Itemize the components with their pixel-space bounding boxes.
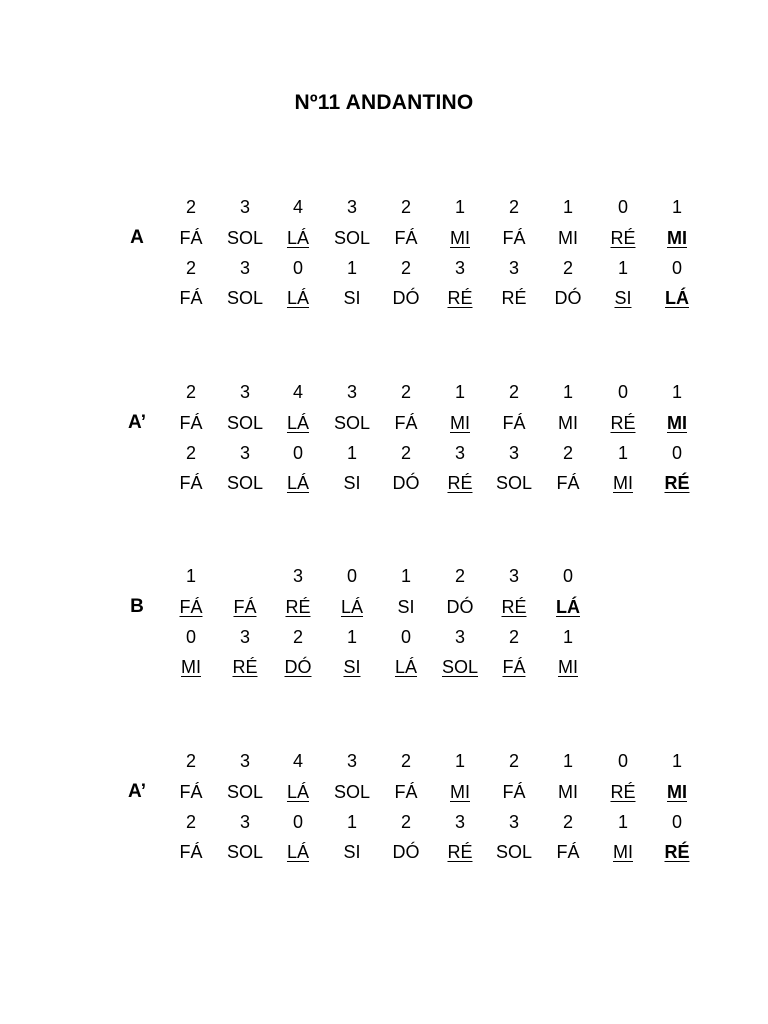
note-name: FÁ <box>502 657 526 677</box>
note-row <box>0 655 768 679</box>
fingering-number: 3 <box>346 382 357 402</box>
fingering-number: 0 <box>671 812 682 832</box>
fingering-number: 1 <box>671 197 682 217</box>
fingering-number: 0 <box>292 443 303 463</box>
fingering-number: 1 <box>400 566 411 586</box>
note-name: DÓ <box>554 288 582 308</box>
fingering-number: 0 <box>185 627 196 647</box>
note-name: MI <box>450 413 470 433</box>
fingering-number: 3 <box>239 812 250 832</box>
note-name: DÓ <box>392 288 420 308</box>
fingering-number: 2 <box>562 258 573 278</box>
note-name: FÁ <box>502 782 526 802</box>
note-name: SI <box>343 657 361 677</box>
section-label: A’ <box>128 781 146 802</box>
note-name: MI <box>613 473 633 493</box>
fingering-number: 2 <box>185 382 196 402</box>
fingering-number: 3 <box>508 443 519 463</box>
note-row <box>0 595 768 619</box>
fingering-number: 2 <box>508 197 519 217</box>
note-name: LÁ <box>394 657 418 677</box>
fingering-number: 3 <box>454 443 465 463</box>
note-name: FÁ <box>179 413 203 433</box>
note-name: MI <box>450 782 470 802</box>
fingering-number: 2 <box>400 443 411 463</box>
note-name: FÁ <box>394 413 418 433</box>
note-name: FÁ <box>179 473 203 493</box>
note-name: RÉ <box>664 842 690 862</box>
fingering-number: 2 <box>185 443 196 463</box>
fingering-number: 0 <box>617 751 628 771</box>
fingering-number: 2 <box>562 443 573 463</box>
fingering-number: 2 <box>400 751 411 771</box>
fingering-number: 1 <box>562 627 573 647</box>
note-name: MI <box>450 228 470 248</box>
note-name: FÁ <box>179 782 203 802</box>
fingering-number: 1 <box>671 382 682 402</box>
note-name: DÓ <box>446 597 474 617</box>
note-name: RÉ <box>501 597 527 617</box>
note-name: MI <box>613 842 633 862</box>
fingering-number: 2 <box>185 197 196 217</box>
note-name: RÉ <box>285 597 311 617</box>
fingering-number: 1 <box>562 751 573 771</box>
note-name: RÉ <box>501 288 527 308</box>
note-name: MI <box>667 782 687 802</box>
section <box>0 749 768 873</box>
note-name: SOL <box>495 473 533 493</box>
fingering-number: 1 <box>671 751 682 771</box>
fingering-number: 3 <box>239 751 250 771</box>
fingering-number: 4 <box>292 382 303 402</box>
note-name: LÁ <box>286 473 310 493</box>
note-name: DÓ <box>392 473 420 493</box>
fingering-number: 0 <box>292 812 303 832</box>
fingering-number: 2 <box>508 627 519 647</box>
fingering-number: 0 <box>346 566 357 586</box>
note-name: RÉ <box>664 473 690 493</box>
fingering-number: 1 <box>346 443 357 463</box>
note-name: SOL <box>441 657 479 677</box>
note-name: MI <box>558 782 578 802</box>
fingering-number: 1 <box>454 751 465 771</box>
note-name: LÁ <box>340 597 364 617</box>
fingering-number: 3 <box>346 751 357 771</box>
fingering-number: 1 <box>617 258 628 278</box>
fingering-number: 2 <box>292 627 303 647</box>
note-name: FÁ <box>556 473 580 493</box>
fingering-row <box>0 625 768 649</box>
note-name: LÁ <box>286 413 310 433</box>
fingering-row <box>0 810 768 834</box>
note-row <box>0 286 768 310</box>
fingering-row <box>0 749 768 773</box>
note-name: LÁ <box>665 288 689 308</box>
fingering-row <box>0 195 768 219</box>
fingering-number: 3 <box>508 258 519 278</box>
section <box>0 195 768 319</box>
page-title: Nº11 ANDANTINO <box>294 91 474 114</box>
fingering-number: 0 <box>400 627 411 647</box>
note-name: RÉ <box>610 228 636 248</box>
section <box>0 380 768 504</box>
fingering-number: 4 <box>292 751 303 771</box>
fingering-number: 1 <box>617 812 628 832</box>
fingering-number: 3 <box>508 566 519 586</box>
note-name: FÁ <box>179 597 203 617</box>
fingering-number: 3 <box>454 812 465 832</box>
fingering-number: 3 <box>239 382 250 402</box>
note-name: SOL <box>226 228 264 248</box>
note-name: LÁ <box>286 842 310 862</box>
note-name: DÓ <box>392 842 420 862</box>
fingering-number: 1 <box>562 382 573 402</box>
note-name: SI <box>343 288 361 308</box>
fingering-number: 1 <box>185 566 196 586</box>
note-name: RÉ <box>447 288 473 308</box>
note-name: MI <box>667 228 687 248</box>
fingering-number: 2 <box>562 812 573 832</box>
fingering-number: 3 <box>239 197 250 217</box>
fingering-number: 2 <box>185 812 196 832</box>
fingering-number: 3 <box>239 258 250 278</box>
fingering-number: 1 <box>346 258 357 278</box>
note-name: SOL <box>226 288 264 308</box>
note-name: SOL <box>495 842 533 862</box>
note-row <box>0 411 768 435</box>
note-name: LÁ <box>286 782 310 802</box>
note-name: SI <box>614 288 632 308</box>
note-name: SOL <box>226 413 264 433</box>
note-name: LÁ <box>286 288 310 308</box>
fingering-row <box>0 380 768 404</box>
fingering-number: 3 <box>239 627 250 647</box>
note-name: MI <box>667 413 687 433</box>
note-name: SOL <box>226 842 264 862</box>
fingering-row <box>0 256 768 280</box>
fingering-number: 0 <box>671 443 682 463</box>
note-row <box>0 226 768 250</box>
section-label: B <box>130 596 144 617</box>
section-label: A’ <box>128 412 146 433</box>
note-name: RÉ <box>610 413 636 433</box>
note-name: FÁ <box>233 597 257 617</box>
note-name: DÓ <box>284 657 312 677</box>
note-row <box>0 780 768 804</box>
fingering-number: 2 <box>185 258 196 278</box>
note-name: MI <box>558 413 578 433</box>
fingering-number: 0 <box>292 258 303 278</box>
note-name: SI <box>343 842 361 862</box>
note-name: FÁ <box>179 228 203 248</box>
note-name: LÁ <box>556 597 580 617</box>
note-name: FÁ <box>502 413 526 433</box>
section <box>0 564 768 688</box>
note-name: FÁ <box>556 842 580 862</box>
note-name: SI <box>397 597 415 617</box>
note-name: RÉ <box>447 473 473 493</box>
note-name: SOL <box>226 473 264 493</box>
note-name: SI <box>343 473 361 493</box>
note-name: SOL <box>333 228 371 248</box>
fingering-number: 2 <box>400 258 411 278</box>
fingering-number: 0 <box>671 258 682 278</box>
note-name: SOL <box>226 782 264 802</box>
fingering-number: 3 <box>239 443 250 463</box>
fingering-number: 2 <box>454 566 465 586</box>
fingering-number: 1 <box>346 627 357 647</box>
fingering-number: 3 <box>292 566 303 586</box>
note-name: FÁ <box>394 782 418 802</box>
note-name: RÉ <box>232 657 258 677</box>
fingering-row <box>0 564 768 588</box>
fingering-number: 0 <box>617 197 628 217</box>
fingering-number: 3 <box>454 627 465 647</box>
note-name: RÉ <box>447 842 473 862</box>
note-name: FÁ <box>502 228 526 248</box>
note-name: SOL <box>333 413 371 433</box>
note-name: RÉ <box>610 782 636 802</box>
fingering-number: 1 <box>617 443 628 463</box>
fingering-number: 1 <box>562 197 573 217</box>
note-name: FÁ <box>179 842 203 862</box>
fingering-number: 2 <box>400 812 411 832</box>
fingering-number: 2 <box>185 751 196 771</box>
note-name: LÁ <box>286 228 310 248</box>
fingering-number: 3 <box>508 812 519 832</box>
fingering-number: 2 <box>400 197 411 217</box>
fingering-number: 2 <box>508 382 519 402</box>
fingering-number: 3 <box>454 258 465 278</box>
fingering-row <box>0 441 768 465</box>
fingering-number: 0 <box>617 382 628 402</box>
note-name: SOL <box>333 782 371 802</box>
fingering-number: 1 <box>454 197 465 217</box>
fingering-number: 1 <box>454 382 465 402</box>
note-name: MI <box>181 657 201 677</box>
note-name: MI <box>558 657 578 677</box>
fingering-number: 0 <box>562 566 573 586</box>
note-name: MI <box>558 228 578 248</box>
fingering-number: 2 <box>400 382 411 402</box>
fingering-number: 3 <box>346 197 357 217</box>
fingering-number: 4 <box>292 197 303 217</box>
fingering-number: 2 <box>508 751 519 771</box>
note-name: FÁ <box>394 228 418 248</box>
note-row <box>0 471 768 495</box>
section-label: A <box>130 227 144 248</box>
note-name: FÁ <box>179 288 203 308</box>
note-row <box>0 840 768 864</box>
fingering-number: 1 <box>346 812 357 832</box>
